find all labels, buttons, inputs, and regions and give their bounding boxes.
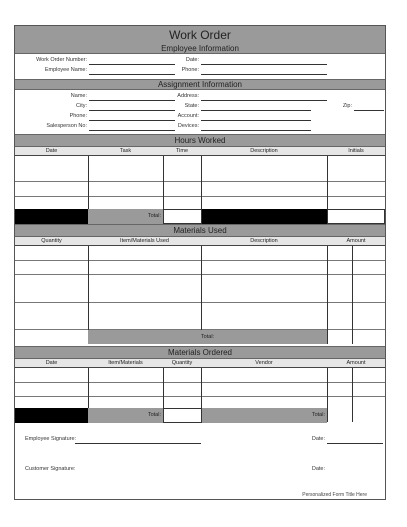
state-label: State: <box>184 103 199 109</box>
account-label: Account: <box>177 113 199 119</box>
salesperson-field[interactable] <box>89 130 175 131</box>
assignment-information-heading: Assignment Information <box>15 79 385 90</box>
employee-phone-label: Phone: <box>181 67 199 73</box>
column-divider <box>327 246 328 344</box>
hours-total-label: Total: <box>88 209 163 224</box>
state-field[interactable] <box>201 110 311 111</box>
column-divider <box>88 368 89 408</box>
hours-date-header: Date <box>15 147 88 156</box>
devices-field[interactable] <box>201 130 311 131</box>
employee-information-heading: Employee Information <box>15 44 385 54</box>
footer-text: Personalized Form Title Here <box>302 492 367 498</box>
work-order-form <box>14 25 386 500</box>
devices-label: Devices: <box>177 123 199 129</box>
ordered-total-label-2: Total: <box>202 408 327 423</box>
assignment-name-field[interactable] <box>89 100 175 101</box>
table-row[interactable] <box>15 382 385 383</box>
materials-item-header: Item/Materials Used <box>88 237 201 246</box>
materials-ordered-heading: Materials Ordered <box>15 346 385 359</box>
employee-phone-field[interactable] <box>201 74 327 75</box>
signature-date-label-2: Date: <box>311 466 325 472</box>
hours-initials-header: Initials <box>327 147 385 156</box>
table-row[interactable] <box>15 274 385 275</box>
employee-name-field[interactable] <box>89 74 175 75</box>
materials-description-header: Description <box>201 237 327 246</box>
account-field[interactable] <box>201 120 311 121</box>
employee-signature-field[interactable] <box>75 443 201 444</box>
table-row[interactable] <box>15 196 385 197</box>
table-row[interactable] <box>15 260 385 261</box>
hours-task-header: Task <box>88 147 163 156</box>
hours-total-field[interactable] <box>163 209 202 224</box>
column-divider <box>201 246 202 330</box>
ordered-amount-header: Amount <box>327 359 385 368</box>
employee-signature-date-field[interactable] <box>327 443 383 444</box>
signature-date-label-1: Date: <box>311 436 325 442</box>
table-row[interactable] <box>15 396 385 397</box>
assignment-name-label: Name: <box>70 93 87 99</box>
zip-label: Zip: <box>342 103 352 109</box>
materials-used-heading: Materials Used <box>15 224 385 237</box>
work-order-number-label: Work Order Number: <box>36 57 87 63</box>
column-divider <box>352 246 353 344</box>
assignment-phone-field[interactable] <box>89 120 175 121</box>
ordered-item-header: Item/Materials <box>88 359 163 368</box>
assignment-city-label: City: <box>76 103 87 109</box>
hours-time-header: Time <box>163 147 201 156</box>
table-row[interactable] <box>15 302 385 303</box>
work-order-number-field[interactable] <box>89 64 175 65</box>
assignment-city-field[interactable] <box>89 110 175 111</box>
employee-name-label: Employee Name: <box>44 67 87 73</box>
ordered-total-label-1: Total: <box>88 408 163 423</box>
salesperson-label: Salesperson No: <box>46 123 87 129</box>
column-divider <box>163 368 164 408</box>
hours-worked-heading: Hours Worked <box>15 134 385 147</box>
customer-signature-label: Customer Signature: <box>25 466 76 472</box>
address-field[interactable] <box>201 100 327 101</box>
column-divider <box>88 246 89 330</box>
ordered-quantity-total-field[interactable] <box>163 408 202 423</box>
ordered-quantity-header: Quantity <box>163 359 201 368</box>
column-divider <box>327 368 328 422</box>
ordered-vendor-header: Vendor <box>201 359 327 368</box>
column-divider <box>352 368 353 422</box>
assignment-phone-label: Phone: <box>69 113 87 119</box>
materials-used-total-label: Total: <box>88 330 327 344</box>
materials-quantity-header: Quantity <box>15 237 88 246</box>
hours-description-header: Description <box>201 147 327 156</box>
form-title: Work Order <box>15 26 385 44</box>
materials-amount-header: Amount <box>327 237 385 246</box>
employee-signature-label: Employee Signature: <box>25 436 77 442</box>
hours-initials-total-field[interactable] <box>327 209 385 224</box>
employee-date-field[interactable] <box>201 64 327 65</box>
ordered-total-blank <box>15 408 88 423</box>
address-label: Address: <box>177 93 199 99</box>
hours-total-blank-left <box>15 209 88 224</box>
ordered-date-header: Date <box>15 359 88 368</box>
column-divider <box>201 368 202 408</box>
zip-field[interactable] <box>354 110 384 111</box>
column-divider <box>327 156 328 209</box>
employee-date-label: Date: <box>185 57 199 63</box>
table-row[interactable] <box>15 181 385 182</box>
column-divider <box>88 156 89 209</box>
hours-total-blank-right <box>202 209 327 224</box>
